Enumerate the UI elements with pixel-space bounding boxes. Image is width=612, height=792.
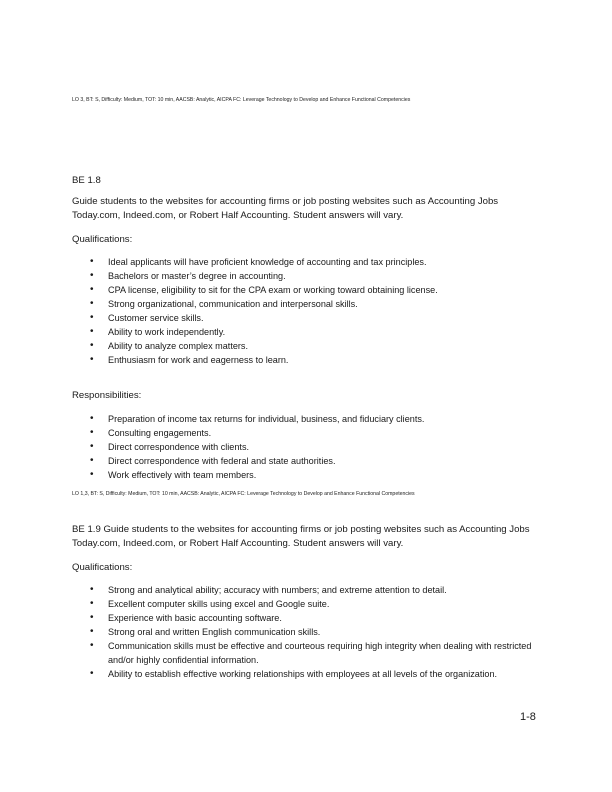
list-item: • Direct correspondence with clients.: [90, 440, 542, 454]
list-item: • Ability to analyze complex matters.: [90, 339, 542, 353]
list-item: • Work effectively with team members.: [90, 468, 542, 482]
list-item: • Customer service skills.: [90, 311, 542, 325]
list-item: • Ability to work independently.: [90, 325, 542, 339]
list-item: • Strong and analytical ability; accuracy with numbers; and extreme attention to detail.: [90, 583, 542, 597]
list-item: • Preparation of income tax returns for individual, business, and fiduciary clients.: [90, 412, 542, 426]
list-item: • Enthusiasm for work and eagerness to learn.: [90, 353, 542, 367]
exercise-heading: BE 1.8: [72, 175, 101, 186]
list-item: • Communication skills must be effective and courteous requiring high integrity when dealing with restricted and/or highly confidential information.: [90, 639, 542, 667]
learning-objective-tag: LO 3, BT: S, Difficulty: Medium, TOT: 10 min, AACSB: Analytic, AICPA FC: Leverage Technology to Develop and Enhance Functional Competencies: [72, 97, 411, 103]
qualifications-list: [90, 255, 542, 367]
list-item: • Excellent computer skills using excel and Google suite.: [90, 597, 542, 611]
list-item: • CPA license, eligibility to sit for the CPA exam or working toward obtaining license.: [90, 283, 542, 297]
list-item: • Ideal applicants will have proficient knowledge of accounting and tax principles.: [90, 255, 542, 269]
list-item: • Ability to establish effective working relationships with employees at all levels of the organization.: [90, 667, 542, 681]
qualifications-label: Qualifications:: [72, 562, 133, 573]
exercise-intro: Guide students to the websites for accounting firms or job posting websites such as Accounting Jobs Today.com, Indeed.com, or Robert Half Accounting. Student answers will vary.: [72, 196, 499, 221]
exercise-intro: BE 1.9 Guide students to the websites for accounting firms or job posting websites such as Accounting Jobs Today.com, Indeed.com, or Robert Half Accounting. Student answers will vary.: [72, 524, 530, 549]
list-item: • Strong organizational, communication and interpersonal skills.: [90, 297, 542, 311]
list-item: • Bachelors or master’s degree in accounting.: [90, 269, 542, 283]
responsibilities-label: Responsibilities:: [72, 390, 142, 401]
list-item: • Consulting engagements.: [90, 426, 542, 440]
learning-objective-tag: LO 1,3, BT: S, Difficulty: Medium, TOT: 10 min, AACSB: Analytic, AICPA FC: Leverage Technology to Develop and Enhance Functional Competencies: [72, 491, 415, 497]
qualifications-list: [90, 583, 542, 681]
list-item: • Direct correspondence with federal and state authorities.: [90, 454, 542, 468]
qualifications-label: Qualifications:: [72, 234, 133, 245]
page-number: 1-8: [520, 711, 536, 723]
list-item: • Strong oral and written English communication skills.: [90, 625, 542, 639]
responsibilities-list: [90, 412, 542, 482]
list-item: • Experience with basic accounting software.: [90, 611, 542, 625]
